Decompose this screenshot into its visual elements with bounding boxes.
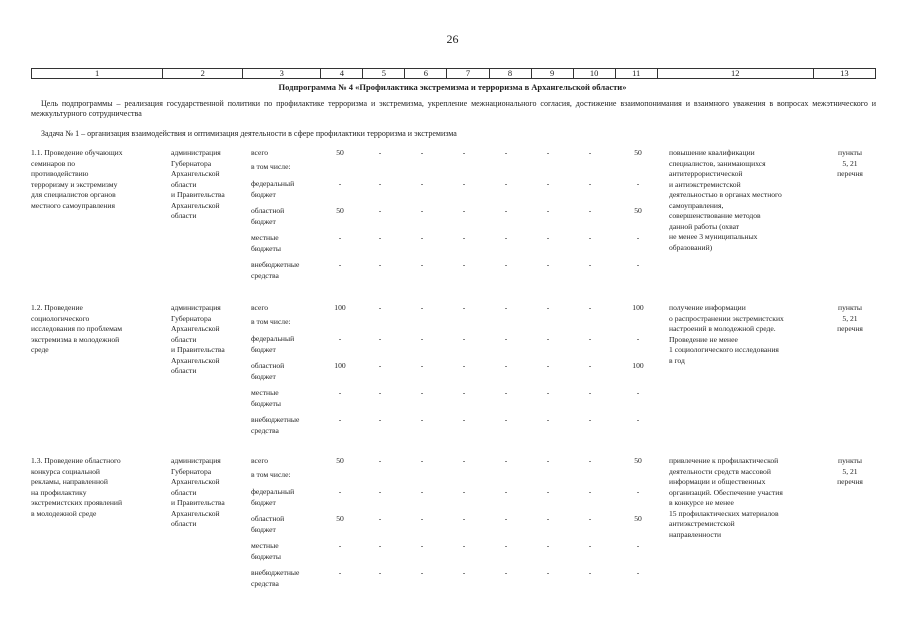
funding-value: - bbox=[462, 260, 466, 269]
column-number: 2 bbox=[163, 69, 243, 79]
executor-line: области bbox=[171, 179, 197, 189]
column-number: 9 bbox=[531, 69, 573, 79]
funding-value: - bbox=[338, 179, 342, 188]
measure-row bbox=[31, 148, 876, 298]
subprogram-title: Подпрограмма № 4 «Профилактика экстремизма и терроризма в Архангельской области» bbox=[278, 82, 627, 92]
funding-value: - bbox=[338, 541, 342, 550]
executor-line: Губернатора bbox=[171, 158, 212, 168]
column-number: 6 bbox=[405, 69, 447, 79]
funding-value: - bbox=[546, 303, 550, 312]
funding-value: - bbox=[636, 233, 640, 242]
executor-line: и Правительства bbox=[171, 345, 225, 354]
funding-value: - bbox=[420, 541, 424, 550]
funding-value: - bbox=[378, 206, 382, 215]
funding-value: - bbox=[420, 334, 424, 343]
list-points-reference bbox=[825, 303, 875, 335]
list-points-reference bbox=[825, 148, 875, 180]
funding-value: - bbox=[420, 388, 424, 397]
funding-value: - bbox=[420, 179, 424, 188]
funding-value: - bbox=[546, 456, 550, 465]
funding-source-line: бюджет bbox=[251, 344, 276, 354]
funding-value: - bbox=[504, 487, 508, 496]
funding-value: - bbox=[504, 206, 508, 215]
funding-value: - bbox=[378, 487, 382, 496]
funding-value: - bbox=[504, 568, 508, 577]
funding-value: - bbox=[636, 179, 640, 188]
funding-source-line: в том числе: bbox=[251, 317, 291, 326]
measure-name-line: исследования по проблемам bbox=[31, 324, 123, 333]
funding-value: - bbox=[588, 514, 592, 523]
measure-name-line: социологического bbox=[31, 313, 90, 323]
expected-result bbox=[669, 148, 821, 253]
executor-line: Архангельской bbox=[171, 169, 220, 178]
funding-value: - bbox=[378, 179, 382, 188]
funding-value: - bbox=[504, 388, 508, 397]
measure-name-line: на профилактику bbox=[31, 487, 87, 497]
column-number: 7 bbox=[447, 69, 489, 79]
list-points-line: 5, 21 bbox=[842, 466, 858, 476]
funding-value: - bbox=[462, 206, 466, 215]
funding-source bbox=[251, 470, 329, 481]
funding-value: - bbox=[462, 541, 466, 550]
measure-name-line: местного самоуправления bbox=[31, 200, 115, 210]
executor-line: Архангельской bbox=[171, 200, 220, 210]
column-number: 12 bbox=[657, 69, 813, 79]
column-number-header bbox=[31, 68, 876, 79]
funding-value: - bbox=[338, 233, 342, 242]
funding-value: - bbox=[378, 415, 382, 424]
funding-value: 50 bbox=[634, 148, 642, 157]
funding-value: - bbox=[338, 487, 342, 496]
funding-source bbox=[251, 317, 329, 328]
funding-value: - bbox=[504, 260, 508, 269]
funding-value: - bbox=[462, 148, 466, 157]
funding-value: - bbox=[546, 514, 550, 523]
expected-result-line: 1 социологического исследования bbox=[669, 345, 779, 354]
funding-value: - bbox=[420, 361, 424, 370]
funding-value: - bbox=[546, 361, 550, 370]
column-number: 10 bbox=[573, 69, 615, 79]
funding-value: - bbox=[378, 514, 382, 523]
column-number: 3 bbox=[243, 69, 321, 79]
funding-value: - bbox=[588, 568, 592, 577]
measure-name-line: семинаров по bbox=[31, 158, 76, 168]
funding-value: - bbox=[378, 334, 382, 343]
column-number: 11 bbox=[615, 69, 657, 79]
funding-value: - bbox=[378, 568, 382, 577]
funding-value: - bbox=[546, 388, 550, 397]
expected-result-line: 15 профилактических материалов bbox=[669, 508, 779, 518]
subprogram-goal: Цель подпрограммы – реализация государственной политики по профилактике терроризма и экстремизма, укрепление межнационального согласия, достижение взаимопонимания и взаимного уважения в вопросах межэтнического и межкультурного сотрудничества bbox=[31, 99, 876, 118]
funding-value: - bbox=[420, 233, 424, 242]
funding-value: 100 bbox=[632, 361, 644, 370]
funding-source-line: бюджет bbox=[251, 524, 276, 534]
list-points-line: перечня bbox=[837, 477, 863, 486]
funding-value: 100 bbox=[334, 303, 346, 312]
measure-name-line: 1.3. Проведение областного bbox=[31, 456, 121, 465]
funding-value: - bbox=[504, 541, 508, 550]
funding-value: - bbox=[378, 388, 382, 397]
measure-name-line: экстремистских проявлений bbox=[31, 498, 123, 507]
measure-name-line: 1.2. Проведение bbox=[31, 303, 83, 312]
funding-source-line: всего bbox=[251, 456, 269, 465]
funding-value: - bbox=[546, 233, 550, 242]
funding-value: - bbox=[338, 260, 342, 269]
funding-value: - bbox=[636, 334, 640, 343]
list-points-line: пункты bbox=[838, 456, 862, 465]
funding-value: - bbox=[420, 260, 424, 269]
funding-value: - bbox=[546, 206, 550, 215]
expected-result-line: в конкурсе не менее bbox=[669, 498, 734, 507]
executor-line: области bbox=[171, 519, 197, 528]
funding-value: - bbox=[378, 260, 382, 269]
page-number: 26 bbox=[446, 32, 459, 46]
measure-name-line: терроризму и экстремизму bbox=[31, 179, 118, 189]
funding-value: - bbox=[378, 541, 382, 550]
executor-line: и Правительства bbox=[171, 190, 225, 199]
funding-source-line: внебюджетные bbox=[251, 415, 300, 424]
funding-source-line: местные bbox=[251, 388, 279, 397]
funding-source-line: бюджеты bbox=[251, 551, 281, 561]
measure-row bbox=[31, 303, 876, 453]
executor-line: области bbox=[171, 487, 197, 497]
executor-line: и Правительства bbox=[171, 498, 225, 507]
measure-name-line: экстремизма в молодежной bbox=[31, 334, 120, 344]
funding-value: - bbox=[636, 487, 640, 496]
funding-value: - bbox=[378, 303, 382, 312]
funding-value: - bbox=[420, 568, 424, 577]
funding-value: 50 bbox=[634, 456, 642, 465]
funding-source-line: областной bbox=[251, 206, 285, 215]
list-points-line: пункты bbox=[838, 148, 862, 157]
funding-value: 50 bbox=[336, 148, 344, 157]
funding-value: - bbox=[462, 568, 466, 577]
list-points-line: перечня bbox=[837, 169, 863, 178]
expected-result-line: настроений в молодежной среде. bbox=[669, 324, 776, 333]
expected-result bbox=[669, 303, 821, 366]
expected-result-line: получение информации bbox=[669, 303, 746, 312]
funding-value: - bbox=[636, 568, 640, 577]
funding-value: - bbox=[504, 334, 508, 343]
funding-value: - bbox=[546, 541, 550, 550]
funding-value: - bbox=[504, 233, 508, 242]
funding-source-line: областной bbox=[251, 361, 285, 370]
funding-value: - bbox=[462, 334, 466, 343]
funding-value: - bbox=[636, 388, 640, 397]
funding-value: - bbox=[504, 415, 508, 424]
funding-value: - bbox=[420, 303, 424, 312]
funding-value: - bbox=[462, 303, 466, 312]
funding-value: - bbox=[378, 148, 382, 157]
funding-value: - bbox=[378, 233, 382, 242]
funding-source-line: федеральный bbox=[251, 334, 295, 343]
funding-source-line: средства bbox=[251, 425, 279, 435]
measure-name-line: в молодежной среде bbox=[31, 508, 97, 518]
funding-value: - bbox=[504, 179, 508, 188]
executor-line: Губернатора bbox=[171, 466, 212, 476]
funding-source-line: всего bbox=[251, 303, 269, 312]
funding-value: - bbox=[504, 303, 508, 312]
measure-name-line: 1.1. Проведение обучающих bbox=[31, 148, 123, 157]
measure-name-line: для специалистов органов bbox=[31, 190, 116, 199]
measure-name bbox=[31, 456, 161, 519]
funding-value: 50 bbox=[634, 514, 642, 523]
funding-source-line: средства bbox=[251, 270, 279, 280]
executor-line: области bbox=[171, 211, 197, 220]
expected-result-line: не менее 3 муниципальных bbox=[669, 232, 758, 241]
funding-value: - bbox=[588, 334, 592, 343]
funding-value: - bbox=[636, 415, 640, 424]
funding-source-line: бюджет bbox=[251, 497, 276, 507]
funding-value: - bbox=[546, 334, 550, 343]
funding-source-line: всего bbox=[251, 148, 269, 157]
list-points-reference bbox=[825, 456, 875, 488]
funding-value: - bbox=[462, 514, 466, 523]
list-points-line: 5, 21 bbox=[842, 158, 858, 168]
expected-result-line: специалистов, занимающихся bbox=[669, 158, 766, 168]
funding-value: - bbox=[420, 487, 424, 496]
executor-line: Архангельской bbox=[171, 324, 220, 333]
funding-value: - bbox=[546, 148, 550, 157]
funding-value: - bbox=[546, 487, 550, 496]
funding-value: - bbox=[462, 415, 466, 424]
funding-value: - bbox=[588, 388, 592, 397]
funding-value: - bbox=[588, 148, 592, 157]
expected-result-line: информации и общественных bbox=[669, 477, 766, 486]
expected-result-line: о распространении экстремистских bbox=[669, 313, 784, 323]
funding-source-line: внебюджетные bbox=[251, 260, 300, 269]
measure-name-line: конкурса социальной bbox=[31, 466, 100, 476]
funding-value: - bbox=[504, 456, 508, 465]
funding-value: - bbox=[462, 388, 466, 397]
funding-value: 100 bbox=[334, 361, 346, 370]
executor-line: Архангельской bbox=[171, 355, 220, 365]
task-heading: Задача № 1 – организация взаимодействия и оптимизация деятельности в сфере профилактики терроризма и экстремизма bbox=[41, 129, 457, 138]
funding-source-line: бюджеты bbox=[251, 243, 281, 253]
funding-value: - bbox=[462, 487, 466, 496]
funding-value: - bbox=[338, 415, 342, 424]
funding-source-line: внебюджетные bbox=[251, 568, 300, 577]
measure-name-line: рекламы, направленной bbox=[31, 477, 108, 486]
funding-source-line: бюджет bbox=[251, 216, 276, 226]
funding-source-line: в том числе: bbox=[251, 162, 291, 171]
funding-value: - bbox=[546, 415, 550, 424]
expected-result-line: организаций. Обеспечение участия bbox=[669, 487, 783, 497]
executor bbox=[171, 303, 243, 377]
column-number: 4 bbox=[321, 69, 363, 79]
measure-name-line: противодействию bbox=[31, 169, 89, 178]
funding-value: - bbox=[420, 514, 424, 523]
executor bbox=[171, 148, 243, 222]
expected-result-line: совершенствование методов bbox=[669, 211, 761, 220]
funding-value: - bbox=[588, 260, 592, 269]
funding-value: - bbox=[338, 388, 342, 397]
measure-name bbox=[31, 148, 161, 211]
funding-value: - bbox=[462, 456, 466, 465]
funding-value: - bbox=[588, 206, 592, 215]
expected-result-line: и антиэкстремистской bbox=[669, 179, 741, 189]
funding-value: 50 bbox=[634, 206, 642, 215]
executor-line: области bbox=[171, 366, 197, 375]
funding-value: - bbox=[588, 487, 592, 496]
measure-name-line: среде bbox=[31, 345, 49, 354]
expected-result bbox=[669, 456, 821, 540]
expected-result-line: антитеррористической bbox=[669, 169, 743, 178]
funding-source-line: бюджет bbox=[251, 189, 276, 199]
funding-value: - bbox=[378, 361, 382, 370]
funding-value: - bbox=[636, 541, 640, 550]
column-number: 13 bbox=[813, 69, 875, 79]
executor-line: администрация bbox=[171, 148, 221, 157]
executor bbox=[171, 456, 243, 530]
measure-row bbox=[31, 456, 876, 606]
column-number: 8 bbox=[489, 69, 531, 79]
funding-value: - bbox=[462, 233, 466, 242]
funding-value: - bbox=[462, 361, 466, 370]
funding-value: - bbox=[588, 541, 592, 550]
funding-value: 50 bbox=[336, 456, 344, 465]
funding-value: 100 bbox=[632, 303, 644, 312]
funding-source-line: местные bbox=[251, 541, 279, 550]
expected-result-line: привлечение к профилактической bbox=[669, 456, 779, 465]
expected-result-line: деятельности средств массовой bbox=[669, 466, 771, 476]
column-number: 1 bbox=[32, 69, 163, 79]
funding-value: - bbox=[546, 568, 550, 577]
funding-value: - bbox=[546, 260, 550, 269]
funding-value: - bbox=[420, 148, 424, 157]
funding-source-line: федеральный bbox=[251, 179, 295, 188]
funding-source bbox=[251, 162, 329, 173]
funding-source-line: в том числе: bbox=[251, 470, 291, 479]
expected-result-line: в год bbox=[669, 355, 685, 365]
funding-value: - bbox=[588, 179, 592, 188]
funding-value: - bbox=[588, 456, 592, 465]
list-points-line: 5, 21 bbox=[842, 313, 858, 323]
funding-value: - bbox=[504, 148, 508, 157]
column-number: 5 bbox=[363, 69, 405, 79]
executor-line: администрация bbox=[171, 303, 221, 312]
funding-source-line: средства bbox=[251, 578, 279, 588]
list-points-line: пункты bbox=[838, 303, 862, 312]
list-points-line: перечня bbox=[837, 324, 863, 333]
funding-source-line: местные bbox=[251, 233, 279, 242]
funding-source-line: федеральный bbox=[251, 487, 295, 496]
funding-source-line: областной bbox=[251, 514, 285, 523]
funding-value: - bbox=[588, 361, 592, 370]
funding-value: - bbox=[338, 334, 342, 343]
funding-value: - bbox=[588, 233, 592, 242]
executor-line: Архангельской bbox=[171, 508, 220, 518]
funding-value: - bbox=[378, 456, 382, 465]
funding-value: - bbox=[588, 303, 592, 312]
expected-result-line: образований) bbox=[669, 242, 713, 252]
funding-value: - bbox=[546, 179, 550, 188]
expected-result-line: деятельностью в органах местного bbox=[669, 190, 782, 199]
measure-name bbox=[31, 303, 161, 356]
funding-value: 50 bbox=[336, 206, 344, 215]
executor-line: Архангельской bbox=[171, 477, 220, 486]
funding-value: - bbox=[462, 179, 466, 188]
funding-value: - bbox=[420, 206, 424, 215]
funding-value: - bbox=[420, 456, 424, 465]
funding-value: - bbox=[588, 415, 592, 424]
expected-result-line: повышение квалификации bbox=[669, 148, 755, 157]
expected-result-line: самоуправления, bbox=[669, 200, 724, 210]
funding-value: - bbox=[504, 361, 508, 370]
expected-result-line: данной работы (охват bbox=[669, 221, 740, 231]
funding-value: - bbox=[420, 415, 424, 424]
executor-line: Губернатора bbox=[171, 313, 212, 323]
executor-line: области bbox=[171, 334, 197, 344]
expected-result-line: Проведение не менее bbox=[669, 334, 738, 344]
funding-value: - bbox=[338, 568, 342, 577]
expected-result-line: направленности bbox=[669, 529, 722, 539]
funding-source-line: бюджеты bbox=[251, 398, 281, 408]
funding-value: - bbox=[636, 260, 640, 269]
funding-source-line: бюджет bbox=[251, 371, 276, 381]
executor-line: администрация bbox=[171, 456, 221, 465]
funding-value: 50 bbox=[336, 514, 344, 523]
funding-value: - bbox=[504, 514, 508, 523]
expected-result-line: антиэкстремистской bbox=[669, 519, 735, 528]
